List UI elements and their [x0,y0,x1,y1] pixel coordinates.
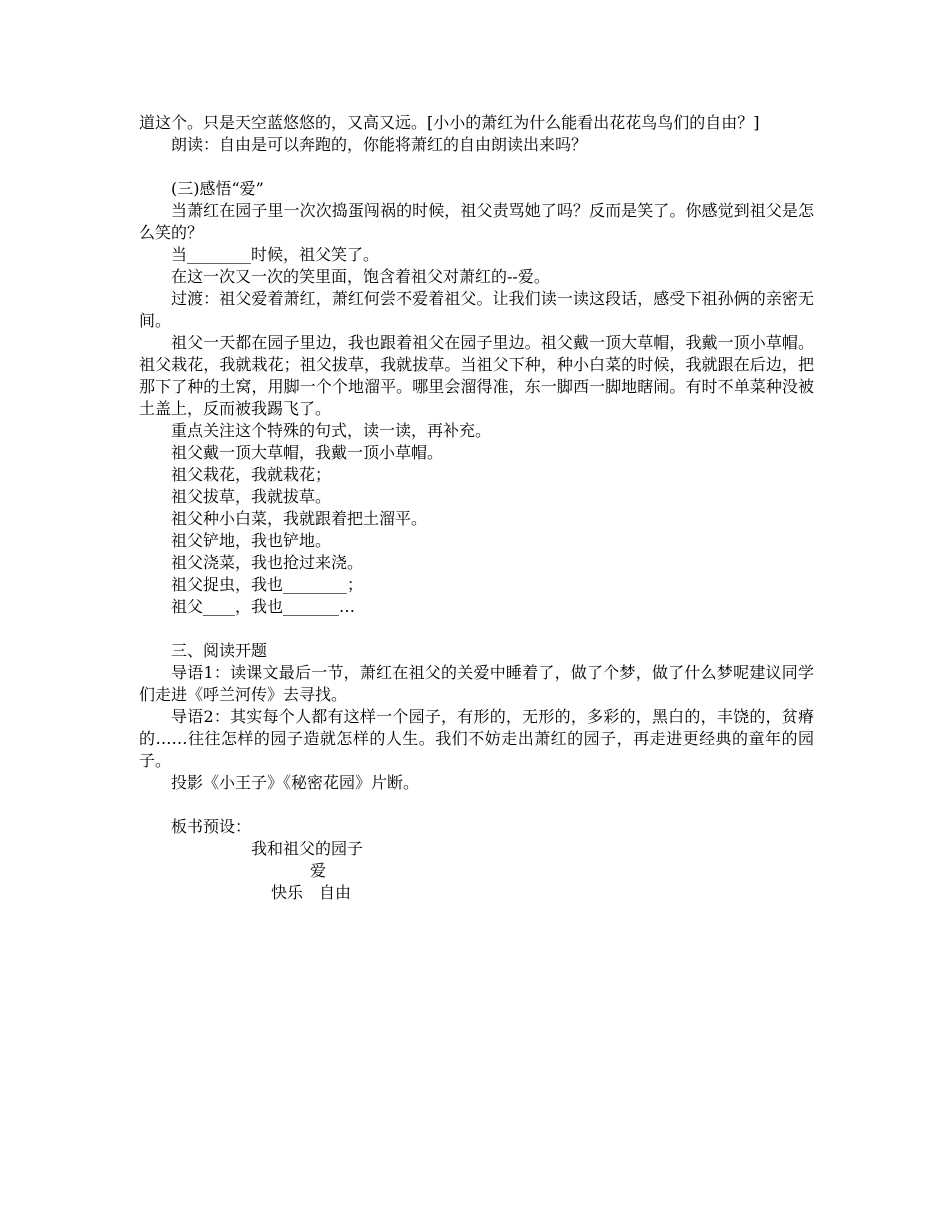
sentence-line: 祖父戴一顶大草帽，我戴一顶小草帽。 [171,443,444,462]
paragraph-love: 在这一次又一次的笑里面，饱含着祖父对萧红的--爱。 [171,267,550,286]
document-body [139,112,814,904]
paragraph-projection: 投影《小王子》《秘密花园》片断。 [171,773,420,792]
board-line-joy-freedom: 快乐 自由 [271,883,352,902]
section-heading-love: (三)感悟“爱” [171,179,264,198]
paragraph-fill-blank: 当________时候，祖父笑了。 [171,245,380,264]
paragraph-continuation: 道这个。只是天空蓝悠悠的，又高又远。[小小的萧红为什么能看出花花鸟鸟们的自由？] [139,113,760,132]
sentence-line-blank: 祖父____，我也_______… [171,597,356,616]
board-line-title: 我和祖父的园子 [251,839,364,858]
paragraph-passage: 祖父一天都在园子里边，我也跟着祖父在园子里边。祖父戴一顶大草帽，我戴一顶小草帽。祖父栽花，我就栽花；祖父拔草，我就拔草。当祖父下种，种小白菜的时候，我就跟在后边，把那下了种的土窝，用脚一个个地溜平。哪里会溜得准，东一脚西一脚地瞎闹。有时不单菜种没被土盖上，反而被我踢飞了。 [139,333,814,418]
paragraph-intro-1: 导语1：读课文最后一节，萧红在祖父的关爱中睡着了，做了个梦，做了什么梦呢建议同学们走进《呼兰河传》去寻找。 [139,663,814,704]
board-design-label: 板书预设： [171,817,252,836]
paragraph-reading-aloud: 朗读：自由是可以奔跑的，你能将萧红的自由朗读出来吗？ [171,135,588,154]
spacer [139,156,814,178]
sentence-line: 祖父浇菜，我也抢过来浇。 [171,553,364,572]
paragraph-focus: 重点关注这个特殊的句式，读一读，再补充。 [171,421,492,440]
board-line-love: 爱 [310,861,327,880]
sentence-line: 祖父拔草，我就拔草。 [171,487,332,506]
spacer [139,794,814,816]
sentence-line-blank: 祖父捉虫，我也________； [171,575,364,594]
paragraph-transition: 过渡：祖父爱着萧红，萧红何尝不爱着祖父。让我们读一读这段话，感受下祖孙俩的亲密无间。 [139,289,814,330]
section-heading-reading: 三、阅读开题 [171,641,268,660]
sentence-line: 祖父种小白菜，我就跟着把土溜平。 [171,509,428,528]
paragraph-intro-2: 导语2：其实每个人都有这样一个园子，有形的，无形的，多彩的，黑白的，丰饶的，贫瘠的……往往怎样的园子造就怎样的人生。我们不妨走出萧红的园子，再走进更经典的童年的园子。 [139,707,814,770]
paragraph-question: 当萧红在园子里一次次捣蛋闯祸的时候，祖父责骂她了吗？反而是笑了。你感觉到祖父是怎么笑的？ [139,201,814,242]
spacer [139,618,814,640]
sentence-line: 祖父铲地，我也铲地。 [171,531,332,550]
sentence-line: 祖父栽花，我就栽花； [171,465,332,484]
